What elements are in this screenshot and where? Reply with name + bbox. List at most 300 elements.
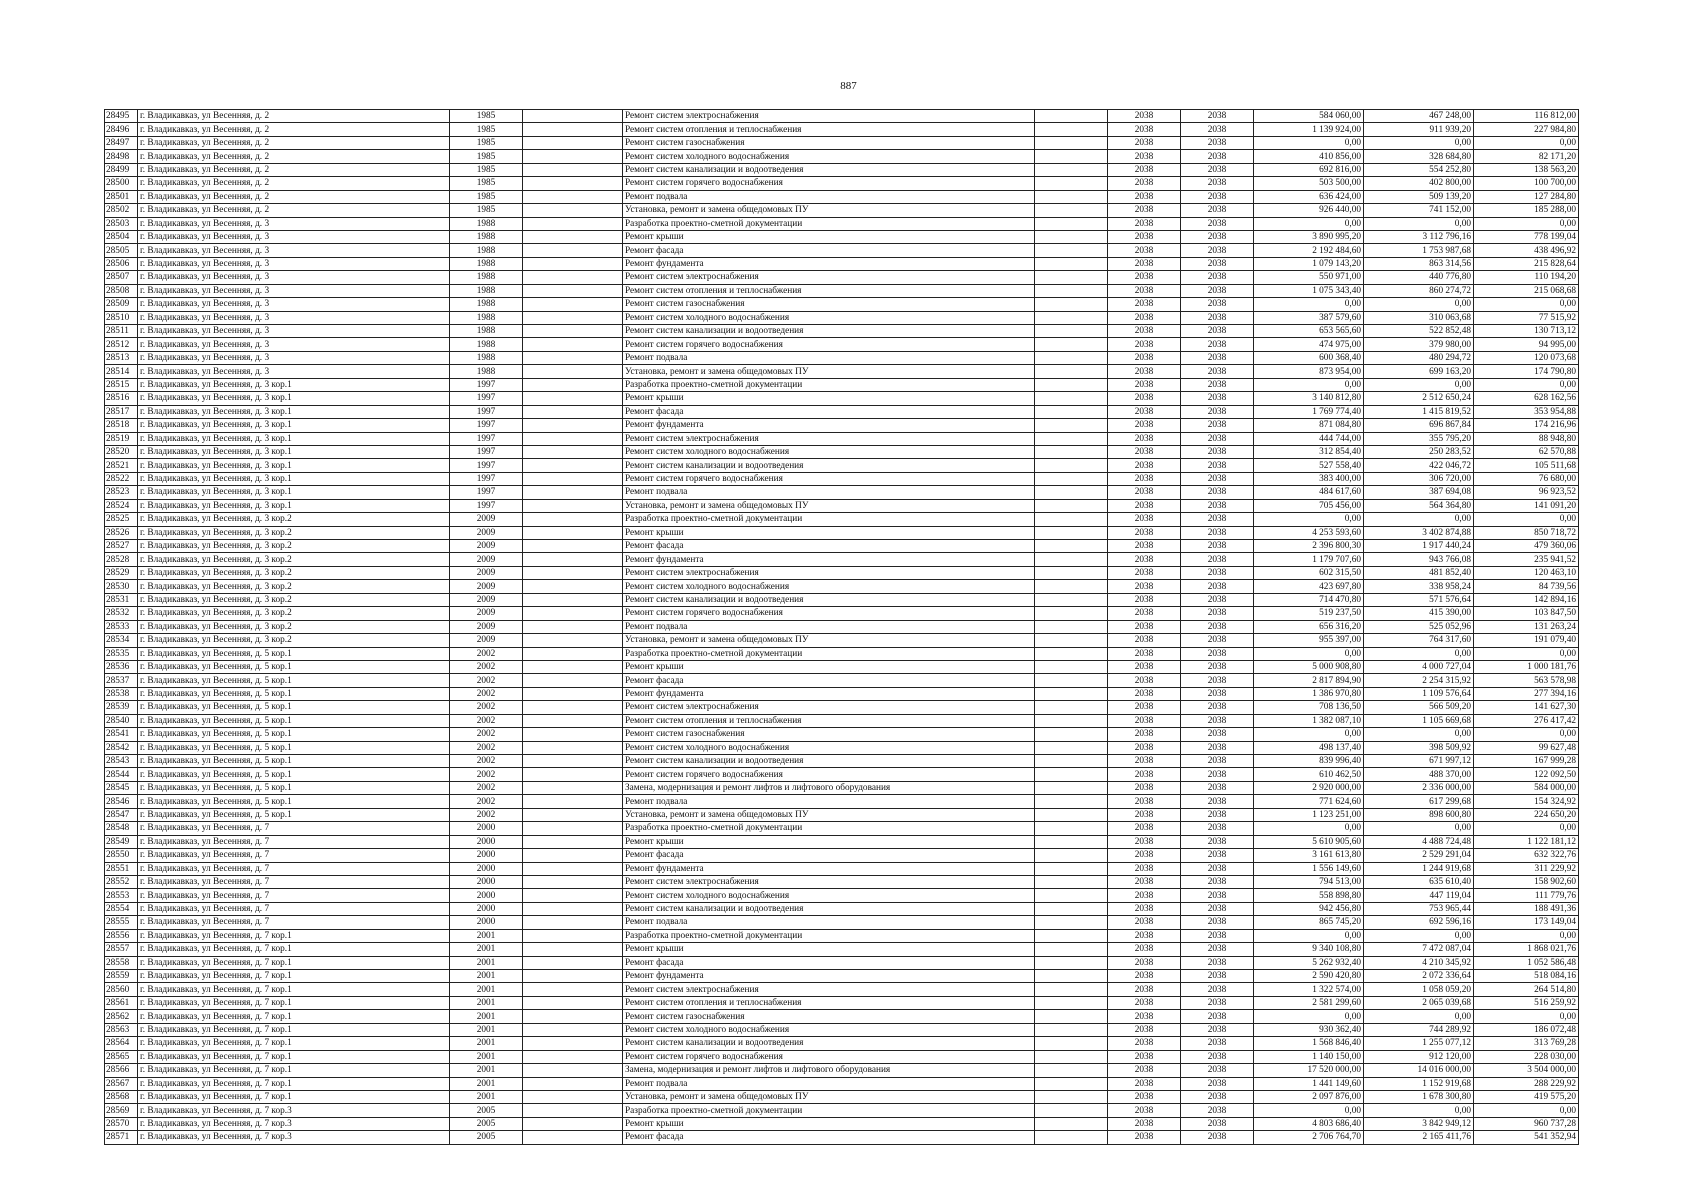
table-row (105, 607, 1579, 620)
row-id-cell: 28559 (105, 970, 138, 983)
empty-cell (523, 298, 623, 311)
start-year-cell: 2038 (1108, 217, 1181, 230)
row-id-cell: 28521 (105, 459, 138, 472)
row-id-cell: 28522 (105, 472, 138, 485)
owner-share-cell: 0,00 (1474, 647, 1579, 660)
end-year-cell: 2038 (1181, 768, 1254, 781)
fund-cost-cell: 440 776,80 (1364, 271, 1474, 284)
table-row (105, 378, 1579, 391)
work-type-cell: Ремонт систем газоснабжения (623, 1010, 1035, 1023)
row-id-cell: 28518 (105, 419, 138, 432)
empty-cell (1035, 835, 1108, 848)
build-year-cell: 1988 (450, 230, 523, 243)
empty-cell (523, 875, 623, 888)
total-cost-cell: 0,00 (1254, 1010, 1364, 1023)
fund-cost-cell: 699 163,20 (1364, 365, 1474, 378)
row-id-cell: 28537 (105, 674, 138, 687)
end-year-cell: 2038 (1181, 875, 1254, 888)
fund-cost-cell: 696 867,84 (1364, 419, 1474, 432)
address-cell: г. Владикавказ, ул Весенняя, д. 3 (138, 271, 450, 284)
end-year-cell: 2038 (1181, 553, 1254, 566)
empty-cell (1035, 1077, 1108, 1090)
empty-cell (523, 445, 623, 458)
empty-cell (523, 190, 623, 203)
work-type-cell: Ремонт систем горячего водоснабжения (623, 338, 1035, 351)
address-cell: г. Владикавказ, ул Весенняя, д. 5 кор.1 (138, 795, 450, 808)
empty-cell (1035, 1131, 1108, 1144)
build-year-cell: 2001 (450, 929, 523, 942)
empty-cell (523, 1010, 623, 1023)
owner-share-cell: 158 902,60 (1474, 875, 1579, 888)
owner-share-cell: 277 394,16 (1474, 687, 1579, 700)
start-year-cell: 2038 (1108, 1023, 1181, 1036)
empty-cell (1035, 916, 1108, 929)
total-cost-cell: 705 456,00 (1254, 499, 1364, 512)
row-id-cell: 28548 (105, 822, 138, 835)
build-year-cell: 2001 (450, 1077, 523, 1090)
total-cost-cell: 2 817 894,90 (1254, 674, 1364, 687)
empty-cell (523, 163, 623, 176)
end-year-cell: 2038 (1181, 1064, 1254, 1077)
fund-cost-cell: 14 016 000,00 (1364, 1064, 1474, 1077)
row-id-cell: 28531 (105, 593, 138, 606)
work-type-cell: Ремонт систем отопления и теплоснабжения (623, 996, 1035, 1009)
total-cost-cell: 0,00 (1254, 728, 1364, 741)
build-year-cell: 2002 (450, 647, 523, 660)
end-year-cell: 2038 (1181, 325, 1254, 338)
empty-cell (1035, 808, 1108, 821)
start-year-cell: 2038 (1108, 1077, 1181, 1090)
work-type-cell: Ремонт систем канализации и водоотведения (623, 755, 1035, 768)
table-row (105, 741, 1579, 754)
row-id-cell: 28539 (105, 701, 138, 714)
table-row (105, 513, 1579, 526)
end-year-cell: 2038 (1181, 123, 1254, 136)
empty-cell (523, 136, 623, 149)
total-cost-cell: 5 610 905,60 (1254, 835, 1364, 848)
work-type-cell: Ремонт фасада (623, 956, 1035, 969)
fund-cost-cell: 860 274,72 (1364, 284, 1474, 297)
build-year-cell: 2005 (450, 1117, 523, 1130)
start-year-cell: 2038 (1108, 929, 1181, 942)
row-id-cell: 28529 (105, 566, 138, 579)
empty-cell (523, 244, 623, 257)
end-year-cell: 2038 (1181, 889, 1254, 902)
row-id-cell: 28533 (105, 620, 138, 633)
table-row (105, 284, 1579, 297)
owner-share-cell: 96 923,52 (1474, 486, 1579, 499)
work-type-cell: Ремонт систем горячего водоснабжения (623, 177, 1035, 190)
work-type-cell: Замена, модернизация и ремонт лифтов и лифтового оборудования (623, 781, 1035, 794)
start-year-cell: 2038 (1108, 647, 1181, 660)
start-year-cell: 2038 (1108, 741, 1181, 754)
table-row (105, 405, 1579, 418)
empty-cell (1035, 862, 1108, 875)
fund-cost-cell: 525 052,96 (1364, 620, 1474, 633)
owner-share-cell: 103 847,50 (1474, 607, 1579, 620)
work-type-cell: Ремонт систем электроснабжения (623, 566, 1035, 579)
total-cost-cell: 656 316,20 (1254, 620, 1364, 633)
work-type-cell: Разработка проектно-сметной документации (623, 1104, 1035, 1117)
work-type-cell: Ремонт систем холодного водоснабжения (623, 741, 1035, 754)
work-type-cell: Ремонт систем канализации и водоотведения (623, 902, 1035, 915)
build-year-cell: 2005 (450, 1104, 523, 1117)
end-year-cell: 2038 (1181, 163, 1254, 176)
table-row (105, 875, 1579, 888)
row-id-cell: 28519 (105, 432, 138, 445)
fund-cost-cell: 911 939,20 (1364, 123, 1474, 136)
fund-cost-cell: 912 120,00 (1364, 1050, 1474, 1063)
row-id-cell: 28549 (105, 835, 138, 848)
build-year-cell: 2001 (450, 1037, 523, 1050)
total-cost-cell: 610 462,50 (1254, 768, 1364, 781)
work-type-cell: Ремонт систем электроснабжения (623, 875, 1035, 888)
owner-share-cell: 130 713,12 (1474, 325, 1579, 338)
end-year-cell: 2038 (1181, 862, 1254, 875)
empty-cell (1035, 943, 1108, 956)
fund-cost-cell: 0,00 (1364, 822, 1474, 835)
total-cost-cell: 1 769 774,40 (1254, 405, 1364, 418)
total-cost-cell: 708 136,50 (1254, 701, 1364, 714)
total-cost-cell: 1 075 343,40 (1254, 284, 1364, 297)
owner-share-cell: 1 000 181,76 (1474, 660, 1579, 673)
row-id-cell: 28565 (105, 1050, 138, 1063)
address-cell: г. Владикавказ, ул Весенняя, д. 7 (138, 902, 450, 915)
end-year-cell: 2038 (1181, 607, 1254, 620)
address-cell: г. Владикавказ, ул Весенняя, д. 5 кор.1 (138, 808, 450, 821)
address-cell: г. Владикавказ, ул Весенняя, д. 7 (138, 889, 450, 902)
fund-cost-cell: 355 795,20 (1364, 432, 1474, 445)
fund-cost-cell: 554 252,80 (1364, 163, 1474, 176)
empty-cell (1035, 620, 1108, 633)
row-id-cell: 28551 (105, 862, 138, 875)
row-id-cell: 28545 (105, 781, 138, 794)
address-cell: г. Владикавказ, ул Весенняя, д. 7 кор.1 (138, 983, 450, 996)
empty-cell (1035, 1117, 1108, 1130)
end-year-cell: 2038 (1181, 566, 1254, 579)
row-id-cell: 28504 (105, 230, 138, 243)
start-year-cell: 2038 (1108, 607, 1181, 620)
build-year-cell: 2001 (450, 1064, 523, 1077)
build-year-cell: 2009 (450, 593, 523, 606)
owner-share-cell: 0,00 (1474, 728, 1579, 741)
table-row (105, 1077, 1579, 1090)
total-cost-cell: 714 470,80 (1254, 593, 1364, 606)
end-year-cell: 2038 (1181, 1037, 1254, 1050)
fund-cost-cell: 2 336 000,00 (1364, 781, 1474, 794)
row-id-cell: 28497 (105, 136, 138, 149)
build-year-cell: 1997 (450, 486, 523, 499)
total-cost-cell: 0,00 (1254, 822, 1364, 835)
build-year-cell: 1988 (450, 325, 523, 338)
table-row (105, 808, 1579, 821)
build-year-cell: 2001 (450, 983, 523, 996)
build-year-cell: 2002 (450, 755, 523, 768)
end-year-cell: 2038 (1181, 741, 1254, 754)
end-year-cell: 2038 (1181, 392, 1254, 405)
empty-cell (1035, 325, 1108, 338)
total-cost-cell: 3 161 613,80 (1254, 849, 1364, 862)
start-year-cell: 2038 (1108, 755, 1181, 768)
work-type-cell: Ремонт крыши (623, 526, 1035, 539)
build-year-cell: 2002 (450, 741, 523, 754)
end-year-cell: 2038 (1181, 365, 1254, 378)
end-year-cell: 2038 (1181, 808, 1254, 821)
start-year-cell: 2038 (1108, 405, 1181, 418)
row-id-cell: 28523 (105, 486, 138, 499)
row-id-cell: 28532 (105, 607, 138, 620)
start-year-cell: 2038 (1108, 150, 1181, 163)
address-cell: г. Владикавказ, ул Весенняя, д. 7 кор.3 (138, 1104, 450, 1117)
total-cost-cell: 410 856,00 (1254, 150, 1364, 163)
work-type-cell: Ремонт систем отопления и теплоснабжения (623, 284, 1035, 297)
work-type-cell: Ремонт крыши (623, 230, 1035, 243)
end-year-cell: 2038 (1181, 1077, 1254, 1090)
table-row (105, 553, 1579, 566)
work-type-cell: Ремонт систем отопления и теплоснабжения (623, 123, 1035, 136)
empty-cell (1035, 110, 1108, 123)
empty-cell (1035, 1050, 1108, 1063)
work-type-cell: Ремонт систем канализации и водоотведения (623, 593, 1035, 606)
address-cell: г. Владикавказ, ул Весенняя, д. 3 кор.1 (138, 419, 450, 432)
work-type-cell: Ремонт фасада (623, 244, 1035, 257)
total-cost-cell: 558 898,80 (1254, 889, 1364, 902)
table-row (105, 230, 1579, 243)
build-year-cell: 1997 (450, 472, 523, 485)
owner-share-cell: 264 514,80 (1474, 983, 1579, 996)
empty-cell (1035, 445, 1108, 458)
fund-cost-cell: 415 390,00 (1364, 607, 1474, 620)
owner-share-cell: 215 828,64 (1474, 257, 1579, 270)
end-year-cell: 2038 (1181, 1090, 1254, 1103)
row-id-cell: 28556 (105, 929, 138, 942)
owner-share-cell: 1 868 021,76 (1474, 943, 1579, 956)
empty-cell (523, 1104, 623, 1117)
table-row (105, 110, 1579, 123)
total-cost-cell: 942 456,80 (1254, 902, 1364, 915)
owner-share-cell: 0,00 (1474, 1104, 1579, 1117)
total-cost-cell: 636 424,00 (1254, 190, 1364, 203)
build-year-cell: 2002 (450, 714, 523, 727)
start-year-cell: 2038 (1108, 298, 1181, 311)
build-year-cell: 2002 (450, 687, 523, 700)
end-year-cell: 2038 (1181, 701, 1254, 714)
start-year-cell: 2038 (1108, 526, 1181, 539)
work-type-cell: Установка, ремонт и замена общедомовых ПУ (623, 365, 1035, 378)
empty-cell (1035, 1064, 1108, 1077)
owner-share-cell: 88 948,80 (1474, 432, 1579, 445)
empty-cell (523, 284, 623, 297)
owner-share-cell: 84 739,56 (1474, 580, 1579, 593)
start-year-cell: 2038 (1108, 540, 1181, 553)
row-id-cell: 28525 (105, 513, 138, 526)
empty-cell (1035, 459, 1108, 472)
end-year-cell: 2038 (1181, 1010, 1254, 1023)
end-year-cell: 2038 (1181, 150, 1254, 163)
work-type-cell: Замена, модернизация и ремонт лифтов и лифтового оборудования (623, 1064, 1035, 1077)
start-year-cell: 2038 (1108, 795, 1181, 808)
total-cost-cell: 527 558,40 (1254, 459, 1364, 472)
start-year-cell: 2038 (1108, 136, 1181, 149)
work-type-cell: Ремонт подвала (623, 1077, 1035, 1090)
address-cell: г. Владикавказ, ул Весенняя, д. 3 кор.2 (138, 580, 450, 593)
total-cost-cell: 9 340 108,80 (1254, 943, 1364, 956)
owner-share-cell: 110 194,20 (1474, 271, 1579, 284)
work-type-cell: Разработка проектно-сметной документации (623, 378, 1035, 391)
fund-cost-cell: 3 842 949,12 (1364, 1117, 1474, 1130)
total-cost-cell: 1 139 924,00 (1254, 123, 1364, 136)
work-type-cell: Ремонт крыши (623, 1117, 1035, 1130)
table-row (105, 338, 1579, 351)
start-year-cell: 2038 (1108, 459, 1181, 472)
table-row (105, 634, 1579, 647)
table-row (105, 1064, 1579, 1077)
end-year-cell: 2038 (1181, 849, 1254, 862)
owner-share-cell: 584 000,00 (1474, 781, 1579, 794)
address-cell: г. Владикавказ, ул Весенняя, д. 3 кор.1 (138, 472, 450, 485)
work-type-cell: Ремонт крыши (623, 835, 1035, 848)
owner-share-cell: 188 491,36 (1474, 902, 1579, 915)
work-type-cell: Ремонт систем электроснабжения (623, 271, 1035, 284)
start-year-cell: 2038 (1108, 889, 1181, 902)
page-number: 887 (840, 80, 857, 92)
empty-cell (523, 513, 623, 526)
address-cell: г. Владикавказ, ул Весенняя, д. 3 кор.2 (138, 593, 450, 606)
empty-cell (523, 1050, 623, 1063)
table-row (105, 432, 1579, 445)
fund-cost-cell: 379 980,00 (1364, 338, 1474, 351)
start-year-cell: 2038 (1108, 378, 1181, 391)
total-cost-cell: 926 440,00 (1254, 204, 1364, 217)
work-type-cell: Ремонт фасада (623, 540, 1035, 553)
start-year-cell: 2038 (1108, 902, 1181, 915)
address-cell: г. Владикавказ, ул Весенняя, д. 2 (138, 150, 450, 163)
row-id-cell: 28520 (105, 445, 138, 458)
address-cell: г. Владикавказ, ул Весенняя, д. 3 (138, 230, 450, 243)
empty-cell (1035, 499, 1108, 512)
empty-cell (523, 150, 623, 163)
fund-cost-cell: 1 244 919,68 (1364, 862, 1474, 875)
table-row (105, 540, 1579, 553)
build-year-cell: 2000 (450, 916, 523, 929)
row-id-cell: 28527 (105, 540, 138, 553)
row-id-cell: 28536 (105, 660, 138, 673)
work-type-cell: Ремонт подвала (623, 486, 1035, 499)
owner-share-cell: 353 954,88 (1474, 405, 1579, 418)
owner-share-cell: 0,00 (1474, 378, 1579, 391)
work-type-cell: Ремонт систем холодного водоснабжения (623, 150, 1035, 163)
fund-cost-cell: 2 512 650,24 (1364, 392, 1474, 405)
empty-cell (523, 634, 623, 647)
empty-cell (1035, 271, 1108, 284)
row-id-cell: 28561 (105, 996, 138, 1009)
owner-share-cell: 116 812,00 (1474, 110, 1579, 123)
work-type-cell: Ремонт систем электроснабжения (623, 110, 1035, 123)
empty-cell (1035, 781, 1108, 794)
address-cell: г. Владикавказ, ул Весенняя, д. 3 кор.1 (138, 378, 450, 391)
start-year-cell: 2038 (1108, 365, 1181, 378)
address-cell: г. Владикавказ, ул Весенняя, д. 5 кор.1 (138, 755, 450, 768)
empty-cell (523, 701, 623, 714)
row-id-cell: 28515 (105, 378, 138, 391)
build-year-cell: 2009 (450, 540, 523, 553)
empty-cell (523, 929, 623, 942)
start-year-cell: 2038 (1108, 768, 1181, 781)
end-year-cell: 2038 (1181, 1131, 1254, 1144)
row-id-cell: 28501 (105, 190, 138, 203)
row-id-cell: 28538 (105, 687, 138, 700)
fund-cost-cell: 1 058 059,20 (1364, 983, 1474, 996)
row-id-cell: 28557 (105, 943, 138, 956)
end-year-cell: 2038 (1181, 110, 1254, 123)
table-row (105, 1117, 1579, 1130)
total-cost-cell: 1 382 087,10 (1254, 714, 1364, 727)
end-year-cell: 2038 (1181, 970, 1254, 983)
owner-share-cell: 174 790,80 (1474, 365, 1579, 378)
empty-cell (1035, 432, 1108, 445)
table-row (105, 499, 1579, 512)
fund-cost-cell: 7 472 087,04 (1364, 943, 1474, 956)
end-year-cell: 2038 (1181, 822, 1254, 835)
empty-cell (523, 620, 623, 633)
owner-share-cell: 1 122 181,12 (1474, 835, 1579, 848)
empty-cell (523, 1117, 623, 1130)
work-type-cell: Ремонт крыши (623, 660, 1035, 673)
owner-share-cell: 0,00 (1474, 929, 1579, 942)
row-id-cell: 28546 (105, 795, 138, 808)
start-year-cell: 2038 (1108, 163, 1181, 176)
address-cell: г. Владикавказ, ул Весенняя, д. 3 (138, 365, 450, 378)
fund-cost-cell: 2 529 291,04 (1364, 849, 1474, 862)
end-year-cell: 2038 (1181, 136, 1254, 149)
table-row (105, 459, 1579, 472)
owner-share-cell: 141 627,30 (1474, 701, 1579, 714)
empty-cell (523, 553, 623, 566)
fund-cost-cell: 4 000 727,04 (1364, 660, 1474, 673)
address-cell: г. Владикавказ, ул Весенняя, д. 5 кор.1 (138, 687, 450, 700)
table-row (105, 271, 1579, 284)
empty-cell (523, 1090, 623, 1103)
build-year-cell: 2002 (450, 660, 523, 673)
row-id-cell: 28564 (105, 1037, 138, 1050)
empty-cell (1035, 795, 1108, 808)
start-year-cell: 2038 (1108, 862, 1181, 875)
empty-cell (523, 392, 623, 405)
fund-cost-cell: 481 852,40 (1364, 566, 1474, 579)
empty-cell (1035, 1037, 1108, 1050)
address-cell: г. Владикавказ, ул Весенняя, д. 2 (138, 110, 450, 123)
total-cost-cell: 3 890 995,20 (1254, 230, 1364, 243)
build-year-cell: 2001 (450, 1050, 523, 1063)
table-row (105, 835, 1579, 848)
end-year-cell: 2038 (1181, 755, 1254, 768)
start-year-cell: 2038 (1108, 392, 1181, 405)
empty-cell (1035, 244, 1108, 257)
fund-cost-cell: 1 678 300,80 (1364, 1090, 1474, 1103)
total-cost-cell: 602 315,50 (1254, 566, 1364, 579)
fund-cost-cell: 692 596,16 (1364, 916, 1474, 929)
start-year-cell: 2038 (1108, 123, 1181, 136)
empty-cell (1035, 593, 1108, 606)
work-type-cell: Разработка проектно-сметной документации (623, 513, 1035, 526)
owner-share-cell: 288 229,92 (1474, 1077, 1579, 1090)
owner-share-cell: 62 570,88 (1474, 445, 1579, 458)
empty-cell (523, 714, 623, 727)
address-cell: г. Владикавказ, ул Весенняя, д. 3 кор.2 (138, 620, 450, 633)
row-id-cell: 28558 (105, 956, 138, 969)
empty-cell (1035, 728, 1108, 741)
table-row (105, 580, 1579, 593)
